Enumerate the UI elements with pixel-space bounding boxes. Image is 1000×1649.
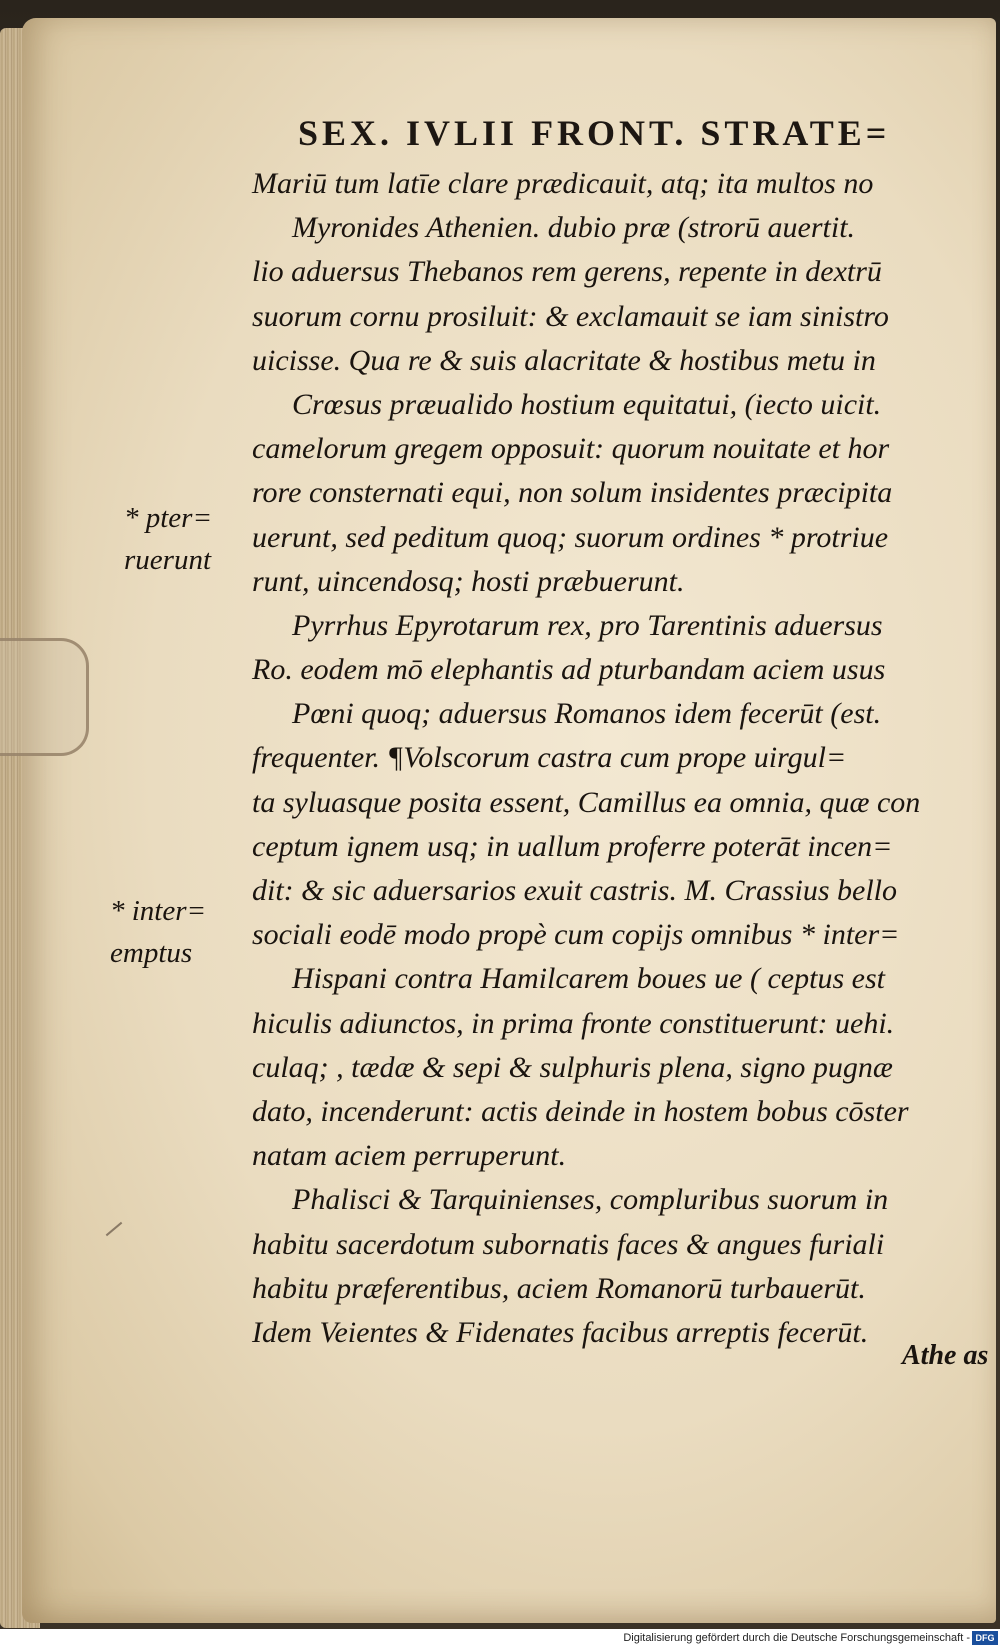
text-line: Pœni quoq; aduersus Romanos idem fecerūt (est. — [292, 697, 882, 731]
bookmark-clip — [0, 638, 89, 756]
text-line: natam aciem perruperunt. — [252, 1139, 567, 1173]
main-text — [252, 162, 952, 1355]
text-line: uicisse. Qua re & suis alacritate & hostibus metu in — [252, 343, 876, 377]
text-line: Ro. eodem mō elephantis ad pturbandam aciem usus — [252, 653, 886, 687]
text-line: Pyrrhus Epyrotarum rex, pro Tarentinis aduersus — [292, 608, 883, 642]
margin-note-line: ruerunt — [124, 544, 211, 576]
text-line: Phalisci & Tarquinienses, compluribus suorum in — [292, 1183, 889, 1217]
catchword: Athe as — [902, 1340, 989, 1371]
text-line: Mariū tum latīe clare prædicauit, atq; ita multos no — [252, 167, 874, 200]
text-line: dit: & sic aduersarios exuit castris. M. Crassius bello — [252, 874, 897, 907]
text-line: suorum cornu prosiluit: & exclamauit se iam sinistro — [252, 299, 889, 333]
text-line: lio aduersus Thebanos rem gerens, repente in dextrū — [252, 255, 882, 289]
dfg-logo[interactable]: DFG — [972, 1631, 998, 1645]
text-line: Myronides Athenien. dubio præ (strorū auertit. — [292, 211, 856, 245]
margin-note-line: * pter= — [124, 502, 213, 534]
text-line: dato, incenderunt: actis deinde in hostem bobus cōster — [252, 1094, 909, 1128]
text-line: habitu præferentibus, aciem Romanorū turbauerūt. — [252, 1271, 866, 1305]
text-line: sociali eodē modo propè cum copijs omnibus * inter= — [252, 918, 900, 952]
text-line: Hispani contra Hamilcarem boues ue ( ceptus est — [292, 962, 885, 996]
text-line: uerunt, sed peditum quoq; suorum ordines * protriue — [252, 520, 889, 554]
text-line: frequenter. ¶Volscorum castra cum prope uirgul= — [252, 741, 847, 775]
margin-note-2 — [110, 890, 206, 974]
text-line: hiculis adiunctos, in prima fronte constituerunt: uehi. — [252, 1006, 895, 1040]
text-line: Crœsus præualido hostium equitatui, (iecto uicit. — [292, 387, 882, 421]
margin-note-line: emptus — [110, 937, 193, 969]
text-line: runt, uincendosq; hosti præbuerunt. — [252, 564, 685, 598]
footer-credit: Digitalisierung gefördert durch die Deutsche Forschungsgemeinschaft - — [623, 1632, 970, 1644]
margin-note-1 — [124, 497, 212, 581]
text-line: habitu sacerdotum subornatis faces & angues furiali — [252, 1227, 885, 1261]
text-line: Idem Veientes & Fidenates facibus arreptis fecerūt. — [252, 1315, 869, 1349]
text-line: camelorum gregem opposuit: quorum nouitate et hor — [252, 432, 890, 466]
text-line: rore consternati equi, non solum insidentes præcipita — [252, 476, 893, 510]
margin-note-line: * inter= — [110, 895, 207, 927]
text-line: culaq; , tædæ & sepi & sulphuris plena, signo pugnæ — [252, 1050, 893, 1084]
text-line: ceptum ignem usq; in uallum proferre poterāt incen= — [252, 829, 893, 863]
running-head: SEX. IVLII FRONT. STRATE= — [298, 113, 891, 153]
text-line: ta syluasque posita essent, Camillus ea omnia, quæ con — [252, 785, 921, 819]
